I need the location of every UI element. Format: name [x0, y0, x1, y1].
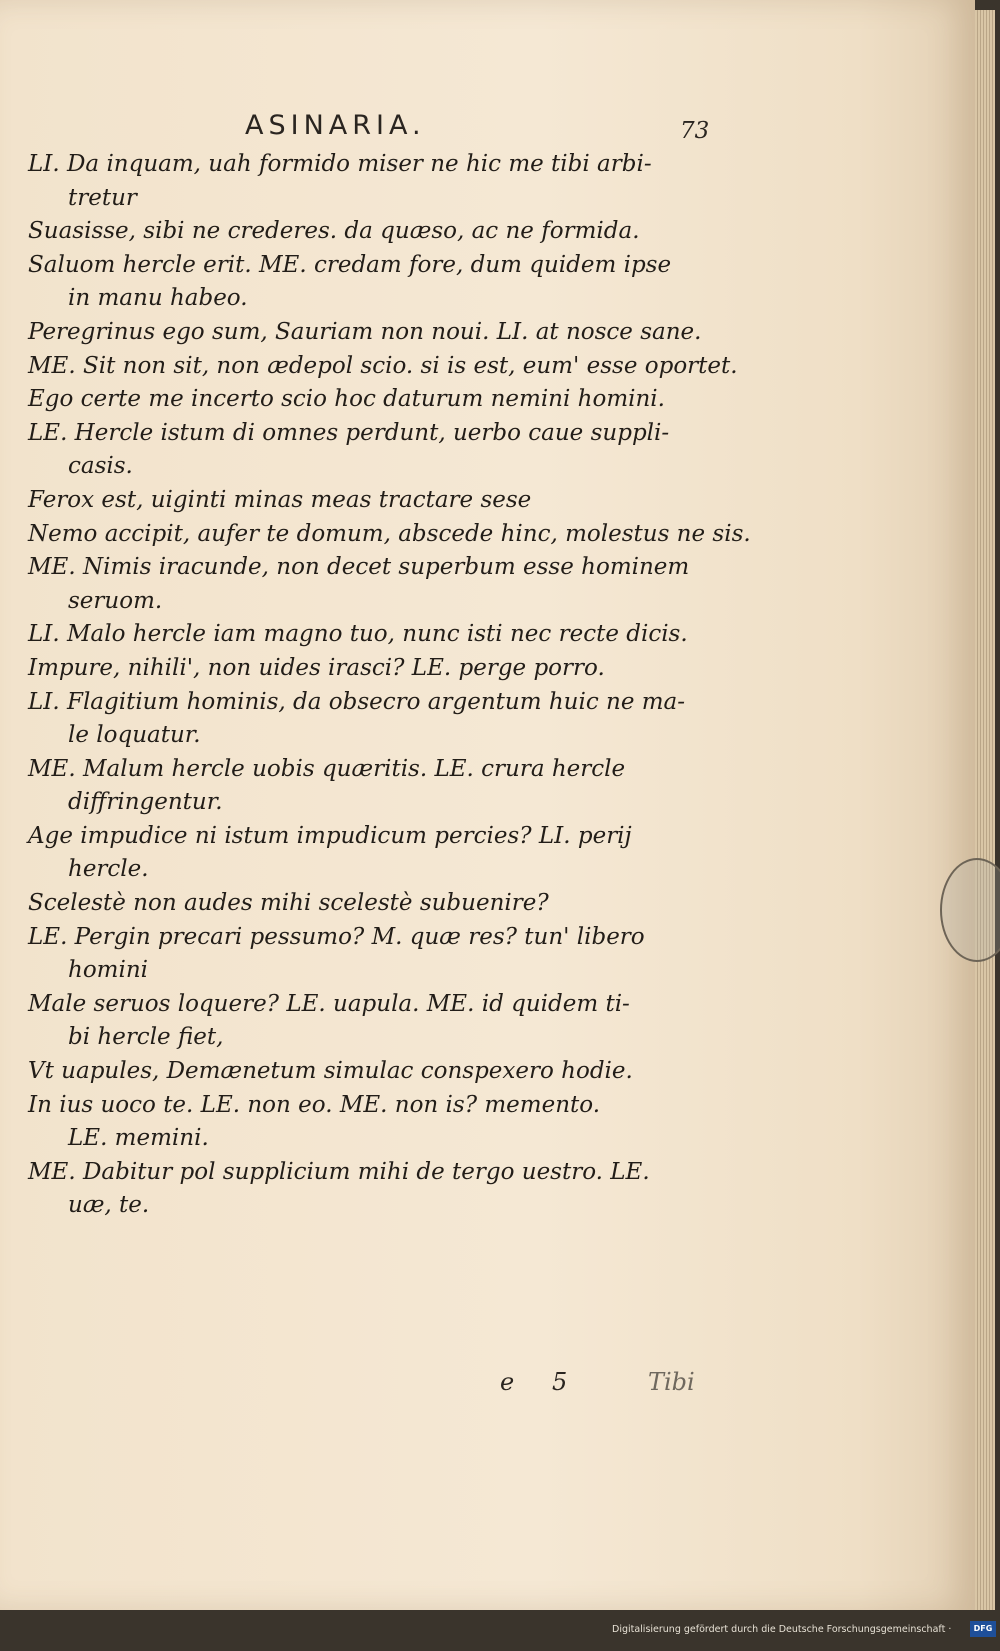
text-line: Age impudice ni istum impudicum percies? LI. perij [28, 822, 632, 849]
catchline [0, 1368, 975, 1408]
text-line: ME. Sit non sit, non ædepol scio. si is est, eum' esse oportet. [28, 352, 738, 379]
text-line: LE. Pergin precari pessumo? M. quæ res? tun' libero [28, 923, 645, 950]
text-line: LI. Da inquam, uah formido miser ne hic me tibi arbi- [28, 151, 652, 177]
text-line: In ius uoco te. LE. non eo. ME. non is? memento. [28, 1091, 601, 1118]
text-line: ME. Malum hercle uobis quæritis. LE. crura hercle [28, 755, 626, 782]
page-number: 73 [680, 118, 710, 144]
text-line: Saluom hercle erit. ME. credam fore, dum quidem ipse [28, 251, 672, 278]
text-line: hercle. [68, 856, 149, 883]
signature-letter: e [500, 1368, 515, 1396]
dfg-credit-text: Digitalisierung gefördert durch die Deutsche Forschungsgemeinschaft · [612, 1624, 952, 1635]
text-line: Ego certe me incerto scio hoc daturum nemini homini. [28, 386, 665, 413]
text-line: LE. Hercle istum di omnes perdunt, uerbo caue suppli- [28, 419, 670, 446]
signature-number: 5 [552, 1368, 568, 1396]
text-line: Ferox est, uiginti minas meas tractare sese [28, 486, 532, 513]
verse-text-block [28, 148, 751, 1223]
text-line: diffringentur. [68, 789, 223, 816]
text-line: ME. Nimis iracunde, non decet superbum esse hominem [28, 554, 690, 581]
text-line: Male seruos loquere? LE. uapula. ME. id quidem ti- [28, 990, 630, 1017]
text-line: Impure, nihili', non uides irasci? LE. perge porro. [28, 654, 605, 681]
text-line: LI. Malo hercle iam magno tuo, nunc isti nec recte dicis. [28, 621, 688, 648]
text-line: homini [68, 957, 148, 984]
text-line: Vt uapules, Demænetum simulac conspexero hodie. [28, 1058, 633, 1085]
text-line: tretur [68, 184, 137, 211]
text-line: LI. Flagitium hominis, da obsecro argentum huic ne ma- [28, 688, 686, 715]
text-line: in manu habeo. [68, 285, 248, 312]
text-line: uæ, te. [68, 1192, 150, 1219]
page-fore-edge [975, 10, 995, 1610]
text-line: Nemo accipit, aufer te domum, abscede hinc, molestus ne sis. [28, 520, 751, 547]
text-line: bi hercle fiet, [68, 1024, 224, 1051]
text-line: Suasisse, sibi ne crederes. da quæso, ac ne formida. [28, 218, 640, 245]
text-line: seruom. [68, 587, 163, 614]
dfg-logo-icon: DFG [970, 1621, 996, 1637]
page-header [0, 110, 975, 150]
running-title: ASINARIA. [245, 110, 426, 141]
text-line: LE. memini. [68, 1125, 209, 1152]
text-line: ME. Dabitur pol supplicium mihi de tergo uestro. LE. [28, 1158, 650, 1185]
text-line: Scelestè non audes mihi scelestè subuenire? [28, 890, 549, 917]
text-line: casis. [68, 453, 133, 480]
text-line: le loquatur. [68, 722, 201, 749]
text-line: Peregrinus ego sum, Sauriam non noui. LI. at nosce sane. [28, 318, 702, 345]
catchword: Tibi [648, 1368, 695, 1396]
